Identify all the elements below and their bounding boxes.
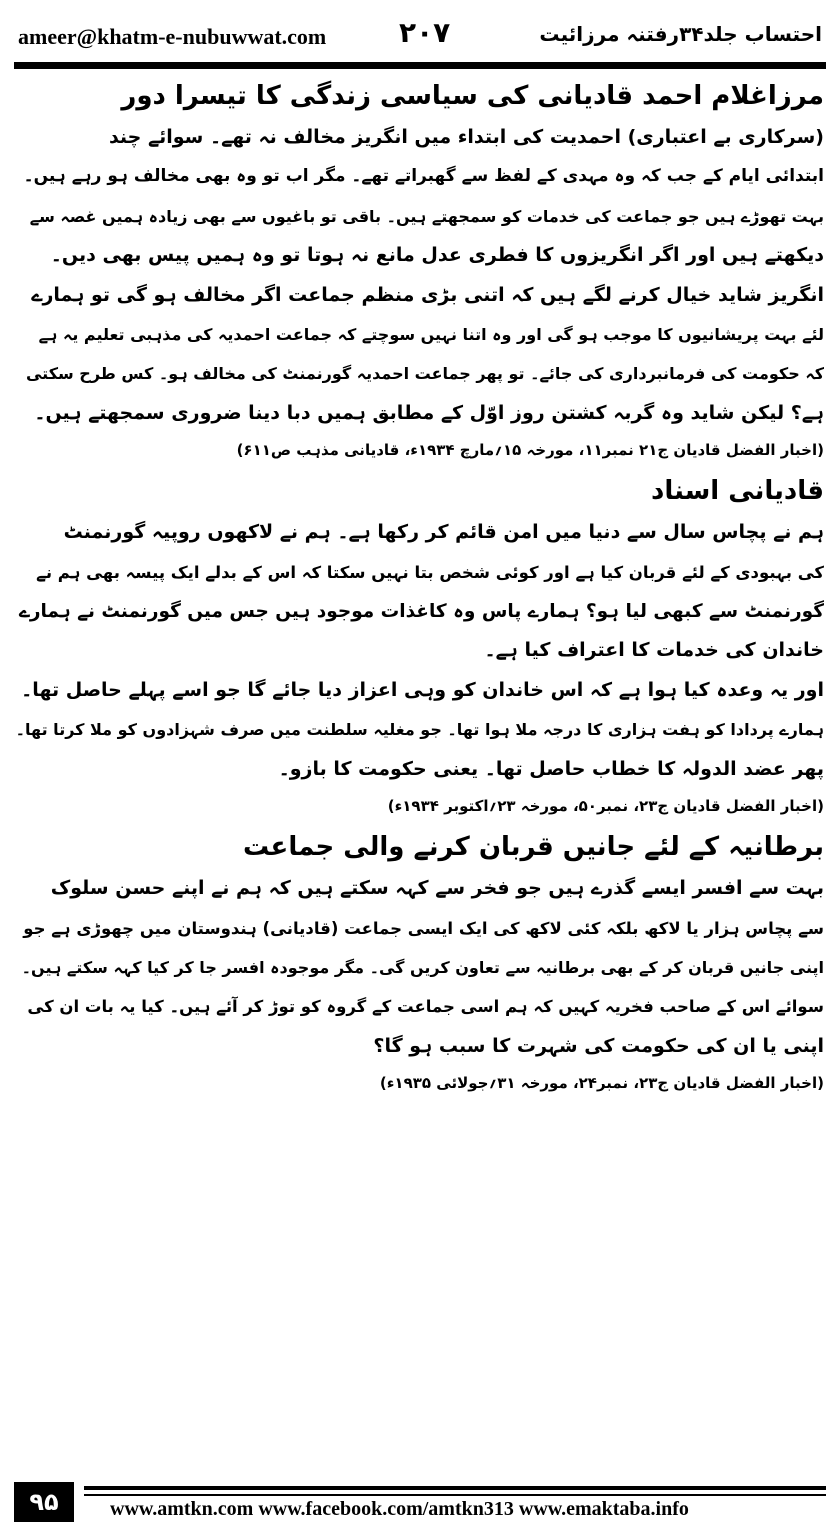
text-line: خاندان کی خدمات کا اعتراف کیا ہے۔ <box>484 639 824 662</box>
text-line: گورنمنٹ سے کبھی لیا ہو؟ ہمارے پاس وہ کاغذات موجود ہیں جس میں گورنمنٹ نے ہمارے <box>18 601 824 623</box>
header-email: ameer@khatm-e-nubuwwat.com <box>18 24 327 49</box>
page-header <box>14 18 826 54</box>
section-3-reference: (اخبار الفضل قادیان ج۲۳، نمبر۲۴، مورخہ ۳۱؍جولائی ۱۹۳۵ء) <box>379 1074 824 1093</box>
footer-page-number: ۹۵ <box>14 1482 74 1522</box>
text-line: ہے؟ لیکن شاید وہ گربہ کشتن روز اوّل کے مطابق ہمیں دبا دینا ضروری سمجھتے ہیں۔ <box>34 401 824 424</box>
header-volume-title: احتساب جلد۳۴رفتنہ مرزائیت <box>539 22 822 46</box>
text-line: اپنی جانیں قربان کر کے بھی برطانیہ سے تعاون کریں گی۔ مگر موجودہ افسر جا کر کیا کہہ سکتے ہیں۔ <box>21 957 824 977</box>
text-line: سوائے اس کے صاحب فخریہ کہیں کہ ہم اسی جماعت کے گروہ کو توڑ کر آئے ہیں۔ کیا یہ بات ان کی <box>27 997 824 1017</box>
text-line: بہت سے افسر ایسے گذرے ہیں جو فخر سے کہہ سکتے ہیں کہ ہم نے اپنے حسن سلوک <box>50 877 824 900</box>
section-1-paragraph-2 <box>16 276 824 434</box>
text-line: کہ حکومت کی فرمانبرداری کی جائے۔ تو پھر جماعت احمدیہ گورنمنٹ کی مخالف ہو۔ کس طرح سکتی <box>25 364 824 384</box>
text-line: ہم نے پچاس سال سے دنیا میں امن قائم کر رکھا ہے۔ ہم نے لاکھوں روپیہ گورنمنٹ <box>63 521 824 544</box>
section-3-paragraph-1 <box>16 869 824 1066</box>
text-line: پھر عضد الدولہ کا خطاب حاصل تھا۔ یعنی حکومت کا بازو۔ <box>278 757 824 780</box>
section-1-paragraph-1 <box>16 118 824 276</box>
footer-rule-thick <box>84 1486 826 1490</box>
section-2-reference: (اخبار الفضل قادیان ج۲۳، نمبر۵۰، مورخہ ۲۳؍اکتوبر ۱۹۳۴ء) <box>387 797 824 816</box>
section-1-reference: (اخبار الفضل قادیان ج۲۱ نمبر۱۱، مورخہ ۱۵؍مارچ ۱۹۳۴ء، قادیانی مذہب ص۶۱۱) <box>236 441 824 460</box>
page-content <box>16 74 824 1470</box>
header-page-number: ۲۰۷ <box>399 16 451 49</box>
text-line: اور یہ وعدہ کیا ہوا ہے کہ اس خاندان کو وہی اعزاز دیا جائے گا جو اسے پہلے حاصل تھا۔ <box>21 678 824 701</box>
section-2-heading: قادیانی اسناد <box>651 476 824 507</box>
page-footer <box>14 1482 826 1526</box>
text-line: (سرکاری بے اعتباری) احمدیت کی ابتداء میں انگریز مخالف نہ تھے۔ سوائے چند <box>108 126 824 148</box>
section-3-heading: برطانیہ کے لئے جانیں قربان کرنے والی جماعت <box>243 832 824 863</box>
text-line: بہت تھوڑے ہیں جو جماعت کی خدمات کو سمجھتے ہیں۔ باقی تو باغیوں سے بھی زیادہ ہمیں غصہ سے <box>29 206 824 226</box>
text-line: ابتدائی ایام کے جب کہ وہ مہدی کے لفظ سے گھبراتے تھے۔ مگر اب تو وہ بھی مخالف ہو رہے ہیں۔ <box>23 166 824 187</box>
footer-urls[interactable]: www.amtkn.com www.facebook.com/amtkn313 www.emaktaba.info <box>110 1498 689 1520</box>
text-line: کی بہبودی کے لئے قربان کیا ہے اور کوئی شخص بتا نہیں سکتا کہ اس کے بدلے ایک پیسہ بھی ہم نے <box>36 562 824 582</box>
text-line: لئے بہت پریشانیوں کا موجب ہو گی اور وہ اتنا نہیں سوچتے کہ جماعت احمدیہ کی مذہبی تعلیم یہ ہے <box>38 325 824 345</box>
section-1-heading: مرزاغلام احمد قادیانی کی سیاسی زندگی کا تیسرا دور <box>121 81 824 111</box>
header-rule <box>14 62 826 69</box>
footer-rule-thin <box>84 1494 826 1496</box>
text-line: انگریز شاید خیال کرنے لگے ہیں کہ اتنی بڑی منظم جماعت اگر مخالف ہو گی تو ہمارے <box>31 283 824 306</box>
section-2-paragraph-2 <box>16 671 824 789</box>
text-line: اپنی یا ان کی حکومت کی شہرت کا سبب ہو گا؟ <box>373 1034 824 1057</box>
text-line: دیکھتے ہیں اور اگر انگریزوں کا فطری عدل مانع نہ ہوتا تو وہ ہمیں پیس بھی دیں۔ <box>50 244 824 267</box>
section-2-paragraph-1 <box>16 513 824 671</box>
text-line: سے پچاس ہزار یا لاکھ بلکہ کئی لاکھ کی ایک ایسی جماعت (قادیانی) ہندوستان میں چھوڑی ہے جو <box>23 918 824 938</box>
text-line: ہمارے پردادا کو ہفت ہزاری کا درجہ ملا ہوا تھا۔ جو مغلیہ سلطنت میں صرف شہزادوں کو ملا کرتا تھا۔ <box>16 720 824 740</box>
